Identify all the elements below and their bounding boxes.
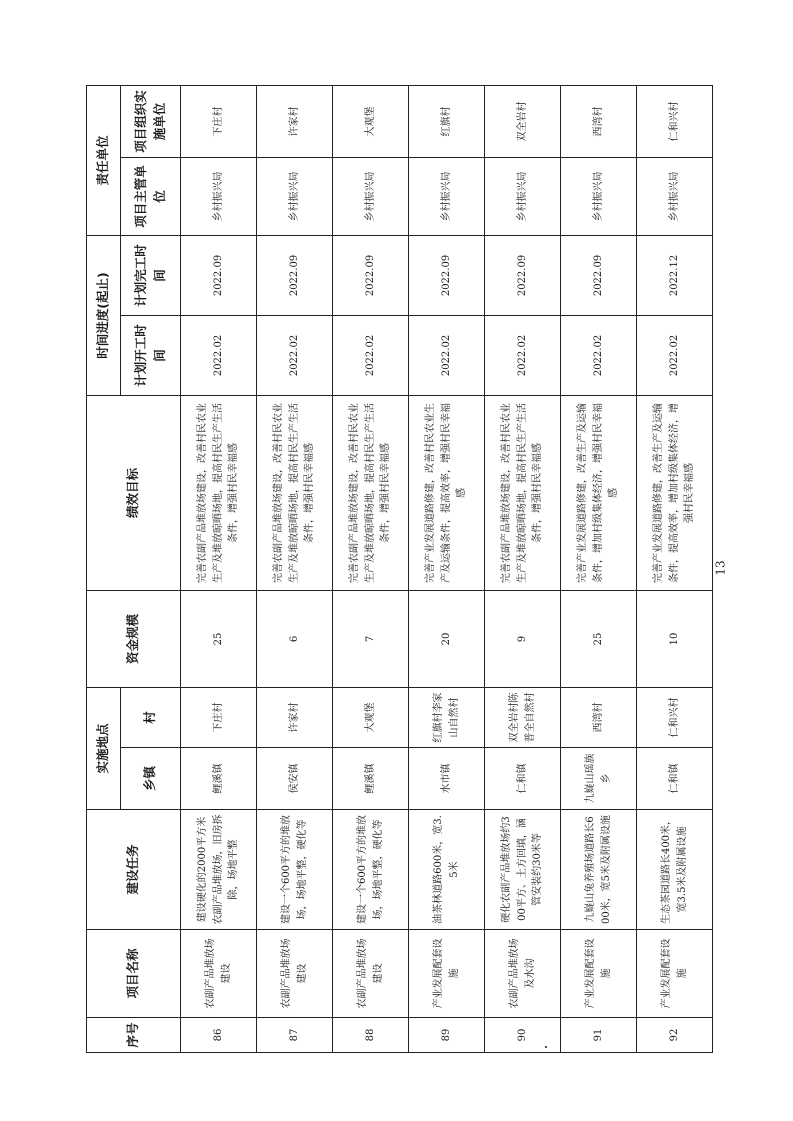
- cell-seq: 87: [257, 1018, 333, 1053]
- project-table: [86, 85, 713, 1053]
- cell-start: 2022.02: [485, 315, 561, 395]
- cell-start: 2022.02: [637, 315, 713, 395]
- header-supervising-unit: 项目主管单位: [121, 157, 181, 235]
- cell-village: 西湾村: [561, 687, 637, 747]
- cell-town: 九嶷山瑶族乡: [561, 748, 637, 810]
- cell-task: 九嶷山兔养殖场道路长600米，宽5米及附属设施: [561, 810, 637, 930]
- cell-supervisor: 乡村振兴局: [485, 157, 561, 235]
- cell-village: 许家村: [257, 687, 333, 747]
- table-row: [257, 85, 333, 1052]
- cell-project-name: 产业发展配套设施: [561, 930, 637, 1018]
- header-construction-task: 建设任务: [87, 810, 181, 930]
- cell-start: 2022.02: [561, 315, 637, 395]
- cell-project-name: 产业发展配套设施: [637, 930, 713, 1018]
- table-row: [637, 85, 713, 1052]
- cell-fund: 25: [181, 590, 257, 687]
- cell-goal: 完善农副产品堆放场建设，改善村民农业生产及堆放晾晒场地，提高村民生产生活条件，增强村民幸福感: [485, 395, 561, 590]
- cell-seq: 90: [485, 1018, 561, 1053]
- cell-task: 油茶林道路600米，宽3.5米: [409, 810, 485, 930]
- cell-start: 2022.02: [333, 315, 409, 395]
- cell-supervisor: 乡村振兴局: [181, 157, 257, 235]
- cell-village: 下庄村: [181, 687, 257, 747]
- cell-supervisor: 乡村振兴局: [257, 157, 333, 235]
- cell-supervisor: 乡村振兴局: [637, 157, 713, 235]
- header-project-name: 项目名称: [87, 930, 181, 1018]
- cell-finish: 2022.12: [637, 235, 713, 315]
- cell-seq: 92: [637, 1018, 713, 1053]
- cell-supervisor: 乡村振兴局: [333, 157, 409, 235]
- cell-goal: 完善农副产品堆放场建设，改善村民农业生产及堆放晾晒场地，提高村民生产生活条件，增强村民幸福感: [333, 395, 409, 590]
- cell-implementer: 下庄村: [181, 85, 257, 157]
- cell-seq: 91: [561, 1018, 637, 1053]
- cell-implementer: 仁和兴村: [637, 85, 713, 157]
- header-schedule: 时间进度(起止): [87, 235, 121, 395]
- cell-fund: 10: [637, 590, 713, 687]
- cell-implementer: 大观堡: [333, 85, 409, 157]
- cell-project-name: 农副产品堆放场及水沟: [485, 930, 561, 1018]
- header-location: 实施地点: [87, 687, 121, 809]
- cell-finish: 2022.09: [257, 235, 333, 315]
- cell-town: 鲤溪镇: [333, 748, 409, 810]
- cell-town: 侯安镇: [257, 748, 333, 810]
- cell-supervisor: 乡村振兴局: [409, 157, 485, 235]
- cell-town: 水市镇: [409, 748, 485, 810]
- cell-goal: 完善产业发展道路修建，改善村民农业生产及运输条件，提高效率，增强村民幸福感: [409, 395, 485, 590]
- cell-village: 仁和兴村: [637, 687, 713, 747]
- header-seq: 序号: [87, 1018, 181, 1053]
- cell-seq: 88: [333, 1018, 409, 1053]
- table-row: [333, 85, 409, 1052]
- table-row: [561, 85, 637, 1052]
- cell-supervisor: 乡村振兴局: [561, 157, 637, 235]
- table-row: [485, 85, 561, 1052]
- header-village: 村: [121, 687, 181, 747]
- cell-task: 生态茶园道路长400米，宽3.5米及附属设施: [637, 810, 713, 930]
- cell-goal: 完善农副产品堆放场建设，改善村民农业生产及堆放晾晒场地，提高村民生产生活条件，增强村民幸福感: [257, 395, 333, 590]
- cell-town: 鲤溪镇: [181, 748, 257, 810]
- cell-project-name: 农副产品堆放场建设: [181, 930, 257, 1018]
- cell-finish: 2022.09: [333, 235, 409, 315]
- cell-implementer: 红旗村: [409, 85, 485, 157]
- page-number: 13: [713, 560, 728, 576]
- cell-task: 建设一个600平方的堆放场，场地平整，硬化等: [333, 810, 409, 930]
- cell-seq: 89: [409, 1018, 485, 1053]
- cell-seq: 86: [181, 1018, 257, 1053]
- cell-implementer: 许家村: [257, 85, 333, 157]
- scan-speck: [545, 1046, 547, 1048]
- table-row: [181, 85, 257, 1052]
- cell-fund: 20: [409, 590, 485, 687]
- cell-project-name: 产业发展配套设施: [409, 930, 485, 1018]
- cell-village: 大观堡: [333, 687, 409, 747]
- cell-implementer: 双全岩村: [485, 85, 561, 157]
- cell-village: 红旗村李家山自然村: [409, 687, 485, 747]
- cell-finish: 2022.09: [561, 235, 637, 315]
- cell-start: 2022.02: [257, 315, 333, 395]
- cell-finish: 2022.09: [485, 235, 561, 315]
- header-planned-finish: 计划完工时间: [121, 235, 181, 315]
- cell-fund: 6: [257, 590, 333, 687]
- header-responsible-unit: 责任单位: [87, 85, 121, 235]
- cell-fund: 7: [333, 590, 409, 687]
- header-planned-start: 计划开工时间: [121, 315, 181, 395]
- cell-goal: 完善农副产品堆放场建设，改善村民农业生产及堆放晾晒场地，提高村民生产生活条件，增强村民幸福感: [181, 395, 257, 590]
- cell-fund: 25: [561, 590, 637, 687]
- cell-finish: 2022.09: [409, 235, 485, 315]
- rotated-table-container: [86, 86, 713, 1053]
- cell-goal: 完善产业发展道路修建，改善生产及运输条件，提高效率，增加村级集体经济，增强村民幸福感: [637, 395, 713, 590]
- cell-start: 2022.02: [181, 315, 257, 395]
- cell-project-name: 农副产品堆放场建设: [257, 930, 333, 1018]
- cell-task: 硬化农副产品堆放场约300平方、土方回填，涵管安装约30米等: [485, 810, 561, 930]
- header-performance-goal: 绩效目标: [87, 395, 181, 590]
- cell-fund: 9: [485, 590, 561, 687]
- cell-town: 仁和镇: [637, 748, 713, 810]
- cell-goal: 完善产业发展道路修建，改善生产及运输条件，增加村级集体经济，增强村民幸福感: [561, 395, 637, 590]
- header-implementing-unit: 项目组织实施单位: [121, 85, 181, 157]
- cell-project-name: 农副产品堆放场建设: [333, 930, 409, 1018]
- cell-start: 2022.02: [409, 315, 485, 395]
- table-row: [409, 85, 485, 1052]
- header-town: 乡镇: [121, 748, 181, 810]
- cell-finish: 2022.09: [181, 235, 257, 315]
- cell-task: 建设硬化的2000平方米农副产品堆放场，旧房拆除，场地平整: [181, 810, 257, 930]
- cell-town: 仁和镇: [485, 748, 561, 810]
- cell-implementer: 西湾村: [561, 85, 637, 157]
- header-fund-scale: 资金规模: [87, 590, 181, 687]
- cell-village: 双全岩村陈普全自然村: [485, 687, 561, 747]
- cell-task: 建设一个600平方的堆放场，场地平整，硬化等: [257, 810, 333, 930]
